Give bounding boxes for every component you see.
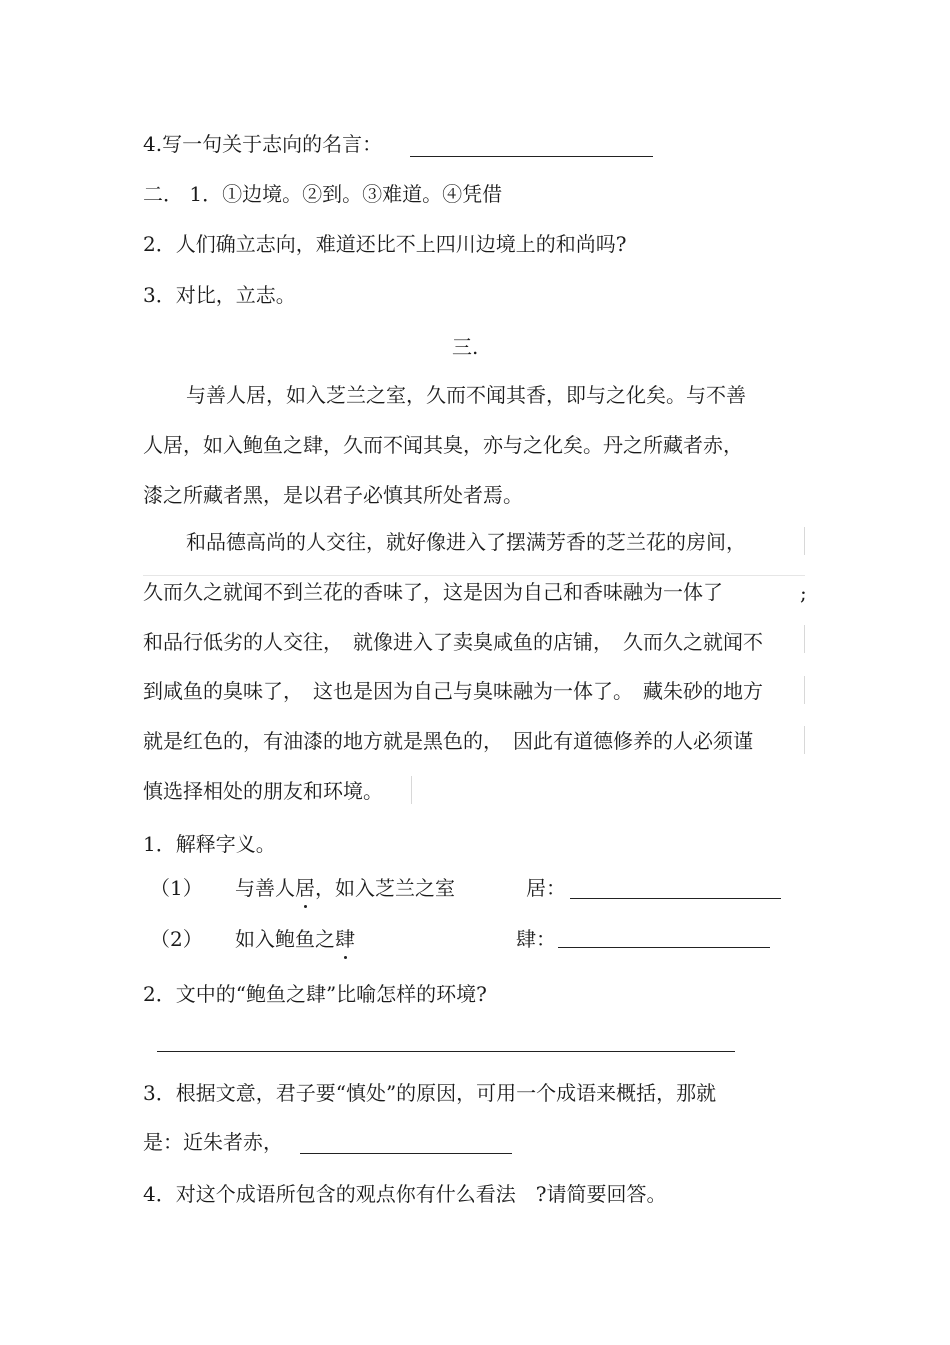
q1-item-2-pre: 如入鲍鱼之 xyxy=(235,927,335,951)
quote-question: 4.写一句关于志向的名言： xyxy=(143,132,383,156)
question-4: 4．对这个成语所包含的观点你有什么看法 ?请简要回答。 xyxy=(143,1182,667,1206)
section3-heading: 三. xyxy=(452,335,479,359)
table-border xyxy=(143,575,805,576)
table-border xyxy=(411,776,412,804)
translation-line-1: 和品德高尚的人交往，就好像进入了摆满芳香的芝兰花的房间， xyxy=(186,530,746,554)
question-3-line-1: 3．根据文意，君子要“慎处”的原因，可用一个成语来概括，那就 xyxy=(143,1081,717,1105)
table-border xyxy=(804,625,805,653)
translation-line-6: 慎选择相处的朋友和环境。 xyxy=(143,779,383,803)
section2-answer-2: 2．人们确立志向，难道还比不上四川边境上的和尚吗? xyxy=(143,232,627,256)
translation-line-4: 到咸鱼的臭味了， 这也是因为自己与臭味融为一体了。 藏朱砂的地方 xyxy=(143,679,763,703)
answer-blank-quote[interactable] xyxy=(410,156,653,157)
question-1-title: 1．解释字义。 xyxy=(143,832,276,856)
answer-blank-q3[interactable] xyxy=(300,1153,512,1154)
q1-item-1-key: 居： xyxy=(526,876,566,900)
classical-line-2: 人居，如入鲍鱼之肆，久而不闻其臭，亦与之化矣。丹之所藏者赤， xyxy=(143,433,743,457)
section2-answer-1: 二． 1．①边境。②到。③难道。④凭借 xyxy=(143,182,503,206)
answer-blank-q1-1[interactable] xyxy=(570,898,781,899)
q1-item-2-emphasis: 肆 xyxy=(335,927,355,951)
table-border xyxy=(804,676,805,704)
translation-line-5: 就是红色的，有油漆的地方就是黑色的， 因此有道德修养的人必须谨 xyxy=(143,729,753,753)
q1-item-1-phrase xyxy=(235,874,455,902)
q1-item-1-post: ，如入芝兰之室 xyxy=(315,876,455,900)
translation-line-3: 和品行低劣的人交往， 就像进入了卖臭咸鱼的店铺， 久而久之就闻不 xyxy=(143,630,763,654)
translation-semicolon: ; xyxy=(800,581,807,605)
q1-item-2-phrase xyxy=(235,925,355,953)
answer-blank-q1-2[interactable] xyxy=(558,947,770,948)
q1-item-1-number: （1） xyxy=(150,876,203,900)
question-2: 2．文中的“鲍鱼之肆”比喻怎样的环境? xyxy=(143,982,487,1006)
answer-blank-q2[interactable] xyxy=(157,1051,735,1052)
translation-line-2: 久而久之就闻不到兰花的香味了，这是因为自己和香味融为一体了 xyxy=(143,580,723,604)
section2-answer-3: 3．对比，立志。 xyxy=(143,283,296,307)
classical-line-3: 漆之所藏者黑，是以君子必慎其所处者焉。 xyxy=(143,483,523,507)
table-border xyxy=(804,726,805,754)
q1-item-2-key: 肆： xyxy=(516,927,556,951)
question-3-line-2: 是：近朱者赤， xyxy=(143,1130,283,1154)
q1-item-2-number: （2） xyxy=(150,927,203,951)
classical-line-1: 与善人居，如入芝兰之室，久而不闻其香，即与之化矣。与不善 xyxy=(186,383,746,407)
table-border xyxy=(804,527,805,555)
q1-item-1-pre: 与善人 xyxy=(235,876,295,900)
q1-item-1-emphasis: 居 xyxy=(295,876,315,900)
